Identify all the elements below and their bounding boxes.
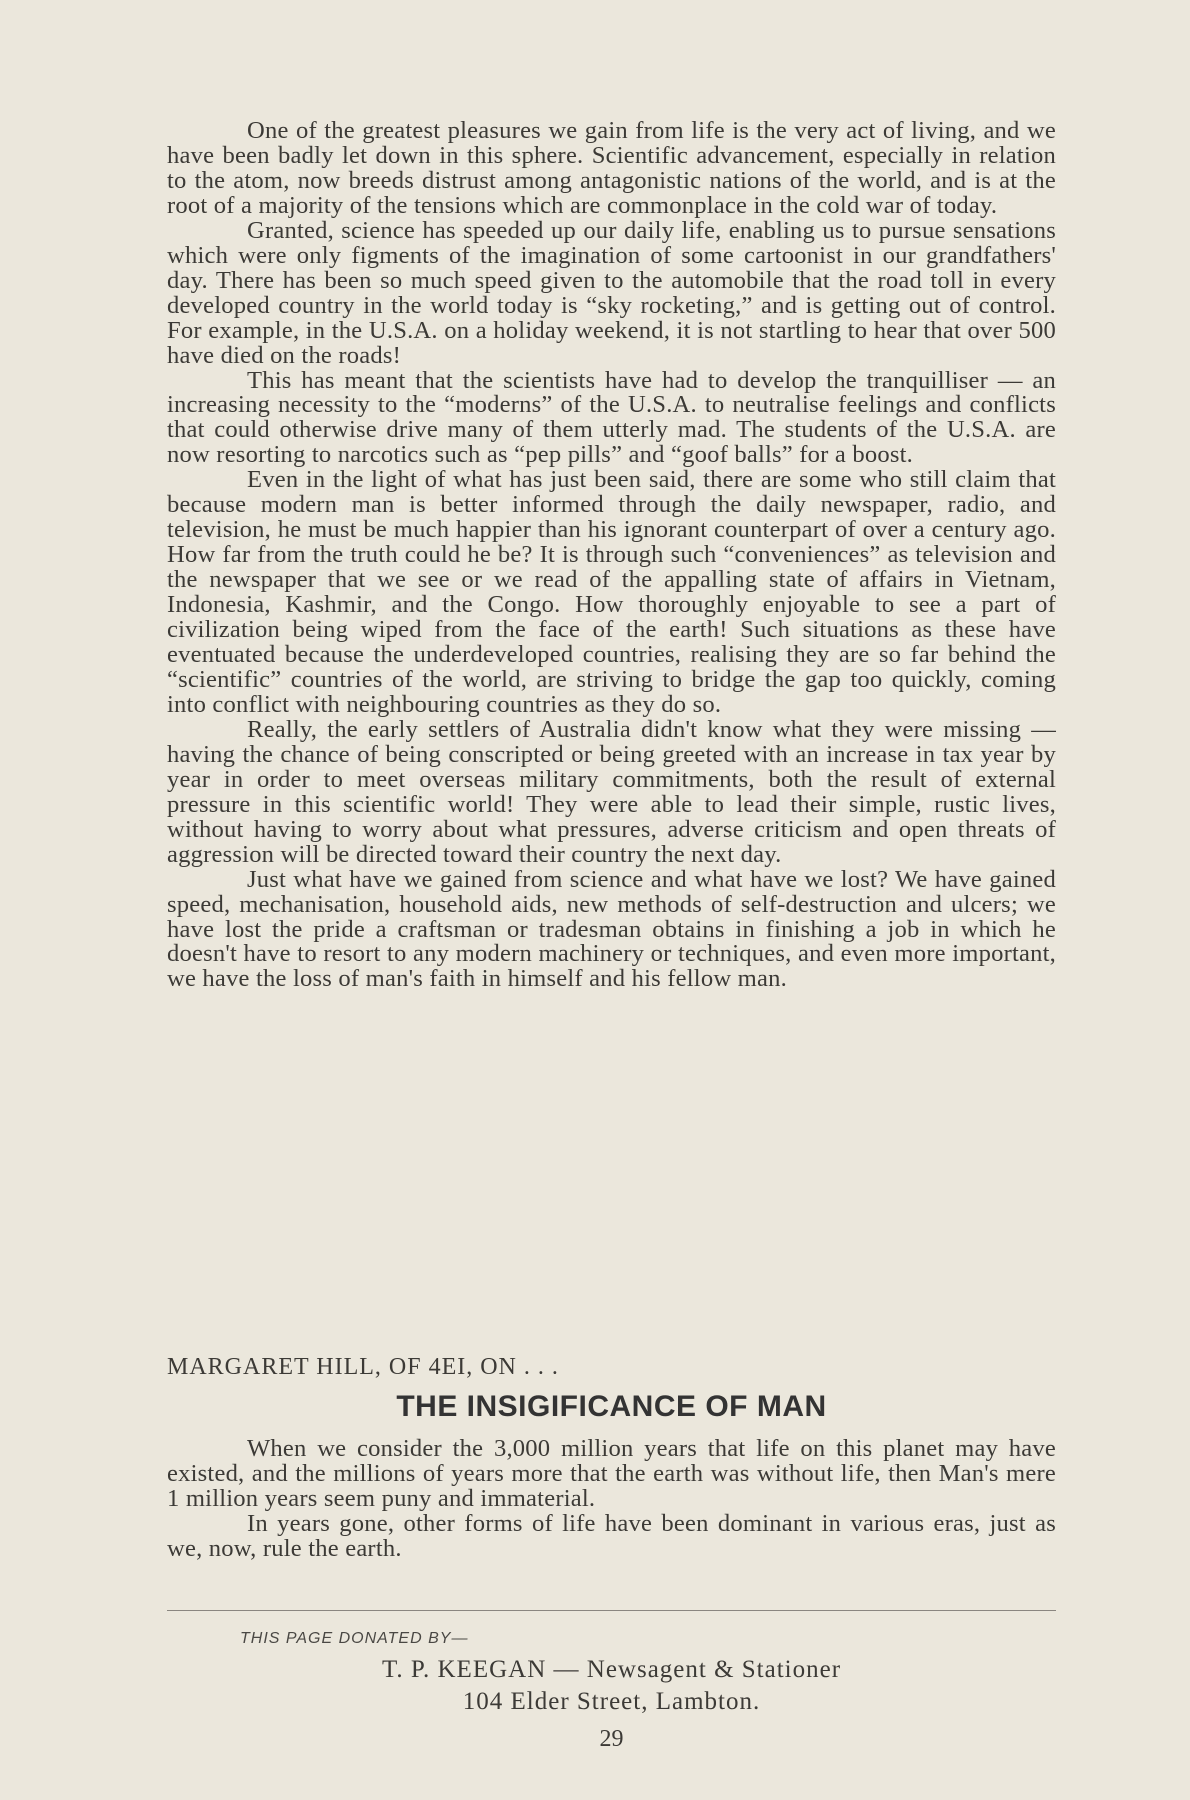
essay-paragraph: Granted, science has speeded up our daily life, enabling us to pursue sensations which were only figments of the imagination of some cartoonist in our grandfathers' day. There has been so much speed given to the automobile that the road toll in every developed country in the world today is “sky rocketing,” and is getting out of control. For example, in the U.S.A. on a holiday weekend, it is not startling to hear that over 500 have died on the roads!: [167, 216, 1056, 369]
sponsor-line: T. P. KEEGAN — Newsagent & Stationer: [381, 1656, 842, 1683]
article-heading: THE INSIGIFICANCE OF MAN: [396, 1390, 827, 1423]
page-number: 29: [599, 1726, 624, 1752]
second-essay-body: [167, 1437, 1056, 1562]
sponsor-address: 104 Elder Street, Lambton.: [462, 1688, 761, 1715]
divider: [167, 1610, 1056, 1611]
essay-paragraph: Just what have we gained from science and what have we lost? We have gained speed, mechanisation, household aids, new methods of self-destruction and ulcers; we have lost the pride a craftsman or tradesman obtains in finishing a job in which he doesn't have to resort to any modern machinery or techniques, and even more important, we have the loss of man's faith in himself and his fellow man.: [167, 865, 1056, 993]
author-byline: MARGARET HILL, OF 4EI, ON . . .: [167, 1354, 559, 1380]
essay-paragraph: When we consider the 3,000 million years that life on this planet may have existed, and the millions of years more that the earth was without life, then Man's mere 1 million years seem puny and immaterial.: [167, 1435, 1056, 1512]
essay-paragraph: Really, the early settlers of Australia didn't know what they were missing — having the chance of being conscripted or being greeted with an increase in tax year by year in order to meet overseas military commitments, both the result of external pressure in this scientific world! They were able to lead their simple, rustic lives, without having to worry about what pressures, adverse criticism and open threats of aggression will be directed toward their country the next day.: [167, 715, 1056, 868]
donation-label: THIS PAGE DONATED BY—: [240, 1630, 469, 1647]
essay-paragraph: Even in the light of what has just been said, there are some who still claim that because modern man is better informed through the daily newspaper, radio, and television, he must be much happier than his ignorant counterpart of over a century ago. How far from the truth could he be? It is through such “conveniences” as television and the newspaper that we see or we read of the appalling state of affairs in Vietnam, Indonesia, Kashmir, and the Congo. How thoroughly enjoyable to see a part of civilization being wiped from the face of the earth! Such situations as these have eventuated because the underdeveloped countries, realising they are so far behind the “scientific” countries of the world, are striving to bridge the gap too quickly, coming into conflict with neighbouring countries as they do so.: [167, 466, 1056, 718]
essay-body: [167, 119, 1056, 992]
essay-paragraph: One of the greatest pleasures we gain from life is the very act of living, and we have been badly let down in this sphere. Scientific advancement, especially in relation to the atom, now breeds distrust among antagonistic nations of the world, and is at the root of a majority of the tensions which are commonplace in the cold war of today.: [167, 117, 1056, 219]
essay-paragraph: In years gone, other forms of life have been dominant in various eras, just as we, now, rule the earth.: [167, 1509, 1056, 1562]
essay-paragraph: This has meant that the scientists have had to develop the tranquilliser — an increasing necessity to the “moderns” of the U.S.A. to neutralise feelings and conflicts that could otherwise drive many of them utterly mad. The students of the U.S.A. are now resorting to narcotics such as “pep pills” and “goof balls” for a boost.: [167, 366, 1056, 469]
